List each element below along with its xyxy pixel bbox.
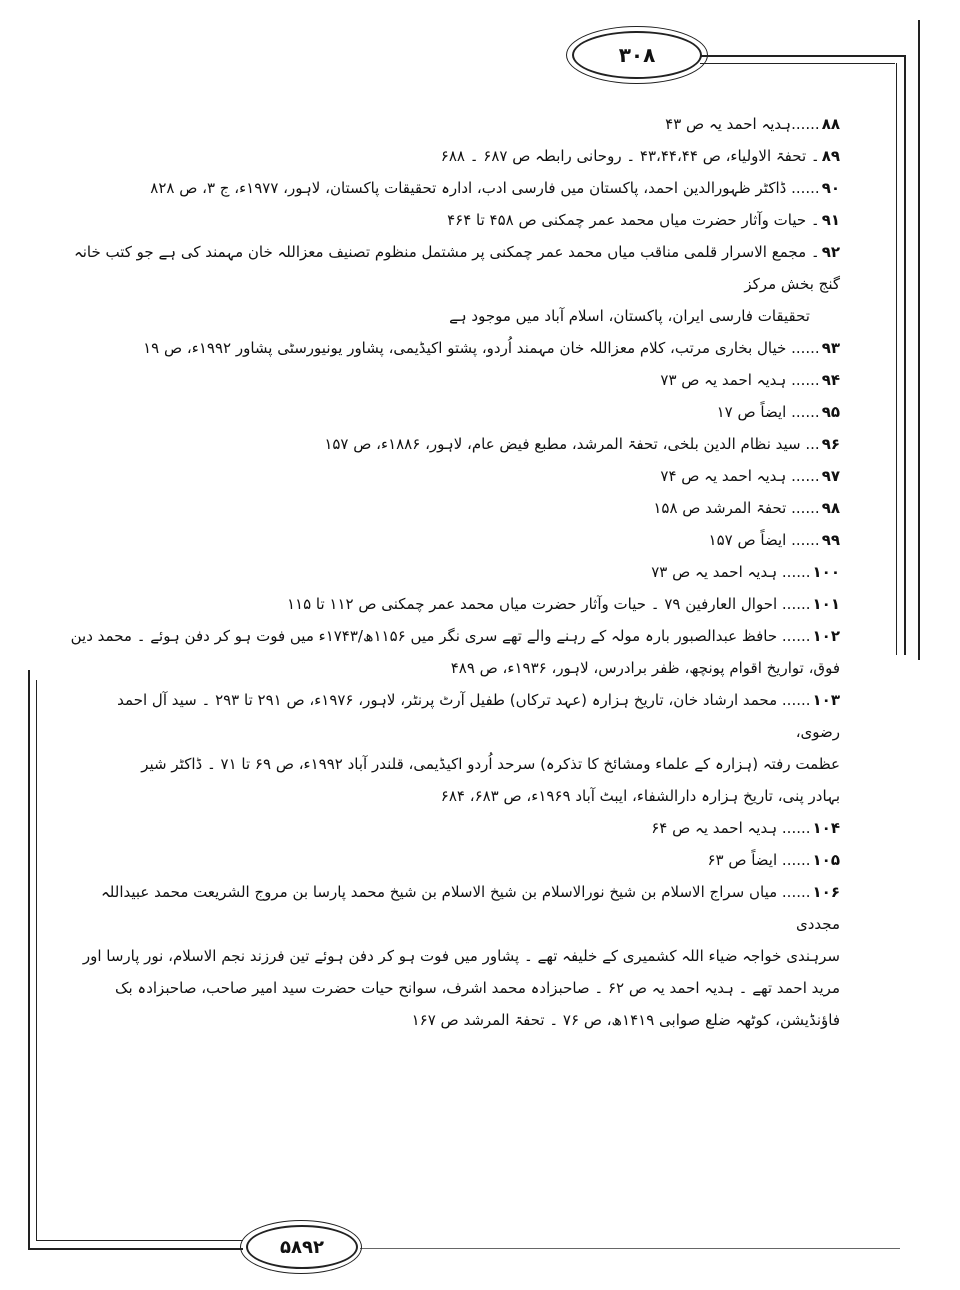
bottom-page-number-text: ۵۸۹۲ <box>280 1236 324 1258</box>
footnote-102: ۱۰۲...... حافظ عبدالصبور بارہ مولہ کے رہنے والے تھے سری نگر میں ۱۱۵۶ھ/۱۷۴۳ء میں فوت ہو کر دفن ہوئے ۔ محمد دین فوق، تواریخ اقوام پونچھ، ظفر برادرس، لاہور، ۱۹۳۶ء، ص ۴۸۹ <box>70 627 840 677</box>
footnote-97: ۹۷...... ہدیہ احمد یہ ص ۷۴ <box>660 467 840 485</box>
footnote-96: ۹۶... سید نظام الدین بلخی، تحفۃ المرشد، مطبع فیض عام، لاہور، ۱۸۸۶ء، ص ۱۵۷ <box>324 435 840 453</box>
frame-bottom-line <box>28 1248 243 1250</box>
frame-top-line <box>700 55 905 57</box>
top-page-number-text: ۳۰۸ <box>618 43 656 67</box>
footnote-100: ۱۰۰...... ہدیہ احمد یہ ص ۷۳ <box>651 563 840 581</box>
frame-right-line-inner <box>896 63 897 655</box>
footnote-104: ۱۰۴...... ہدیہ احمد یہ ص ۶۴ <box>651 819 840 837</box>
footnote-93: ۹۳...... خیال بخاری مرتب، کلام معزاللہ خان مہمند اُردو، پشتو اکیڈیمی، پشاور یونیورسٹی پشاور ۱۹۹۲ء، ص ۱۹ <box>143 339 840 357</box>
footnote-90: ۹۰...... ڈاکٹر ظہورالدین احمد، پاکستان میں فارسی ادب، ادارہ تحقیقات پاکستان، لاہور، ۱۹۷۷ء، ج ۳، ص ۸۲۸ <box>150 179 840 197</box>
footnote-99: ۹۹...... ایضاً ص ۱۵۷ <box>708 531 840 549</box>
footnote-95: ۹۵...... ایضاً ص ۱۷ <box>716 403 840 421</box>
frame-right-short <box>918 20 920 660</box>
footnote-94: ۹۴...... ہدیہ احمد یہ ص ۷۳ <box>660 371 840 389</box>
footnote-92: ۹۲۔ مجمع الاسرار قلمی مناقب میاں محمد عمر چمکنی پر مشتمل منظوم تصنیف معزاللہ خان مہمند کی ہے جو کتب خانہ گنج بخش مرکز تحقیقات فارسی ایران، پاکستان، اسلام آباد میں موجود ہے <box>73 243 840 325</box>
bottom-page-number <box>246 1225 358 1269</box>
frame-bottom-right <box>360 1248 900 1249</box>
footnote-88: ۸۸......ہدیہ احمد یہ ص ۴۳ <box>665 115 840 133</box>
footnote-98: ۹۸...... تحفۃ المرشد ص ۱۵۸ <box>653 499 840 517</box>
footnote-103: ۱۰۳...... محمد ارشاد خان، تاریخ ہزارہ (عہد ترکاں) طفیل آرٹ پرنٹر، لاہور، ۱۹۷۶ء، ص ۲۹۱ تا ۲۹۳ ۔ سید آل احمد رضوی، عظمت رفتہ (ہزارہ کے علماء ومشائخ کا تذکرہ) سرحد اُردو اکیڈیمی، قلندر آباد ۱۹۹۲ء، ص ۶۹ تا ۷۱ ۔ ڈاکٹر شیر بہادر پنی، تاریخ ہزارہ دارالشفاء، ایبٹ آباد ۱۹۶۹ء، ص ۶۸۳، ۶۸۴ <box>117 691 840 805</box>
frame-top-line-inner <box>700 63 895 64</box>
footnote-101: ۱۰۱...... احوال العارفین ۷۹ ۔ حیات وآثار حضرت میاں محمد عمر چمکنی ص ۱۱۲ تا ۱۱۵ <box>286 595 840 613</box>
footnote-105: ۱۰۵...... ایضاً ص ۶۳ <box>707 851 840 869</box>
frame-left-line-inner <box>36 680 37 1240</box>
top-page-number <box>572 31 702 79</box>
frame-left-line <box>28 670 30 1250</box>
frame-bottom-line-inner <box>36 1240 243 1241</box>
frame-right-line <box>904 55 906 655</box>
footnote-89: ۸۹۔ تحفۃ الاولیاء، ص ۴۳،۴۴،۴۴ ۔ روحانی رابطہ ص ۶۸۷ ۔ ۶۸۸ <box>440 147 840 165</box>
footnote-91: ۹۱۔ حیات وآثار حضرت میاں محمد عمر چمکنی ص ۴۵۸ تا ۴۶۴ <box>447 211 840 229</box>
footnote-list <box>70 108 840 1036</box>
footnote-106: ۱۰۶...... میاں سراج الاسلام بن شیخ نورالاسلام بن شیخ الاسلام بن شیخ محمد پارسا بن مروج الشریعت محمد عبیداللہ مجددی سرہندی خواجہ ضیاء اللہ کشمیری کے خلیفہ تھے ۔ پشاور میں فوت ہو کر دفن ہوئے تین فرزند نجم الاسلام، نور پارسا اور مرید احمد تھے ۔ ہدیہ احمد یہ ص ۶۲ ۔ صاحبزادہ محمد اشرف، سوانح حیات حضرت سید امیر صاحب، صاحبزادہ بک فاؤنڈیشن، کوٹھہ ضلع صوابی ۱۴۱۹ھ، ص ۷۶ ۔ تحفۃ المرشد ص ۱۶۷ <box>82 883 840 1029</box>
